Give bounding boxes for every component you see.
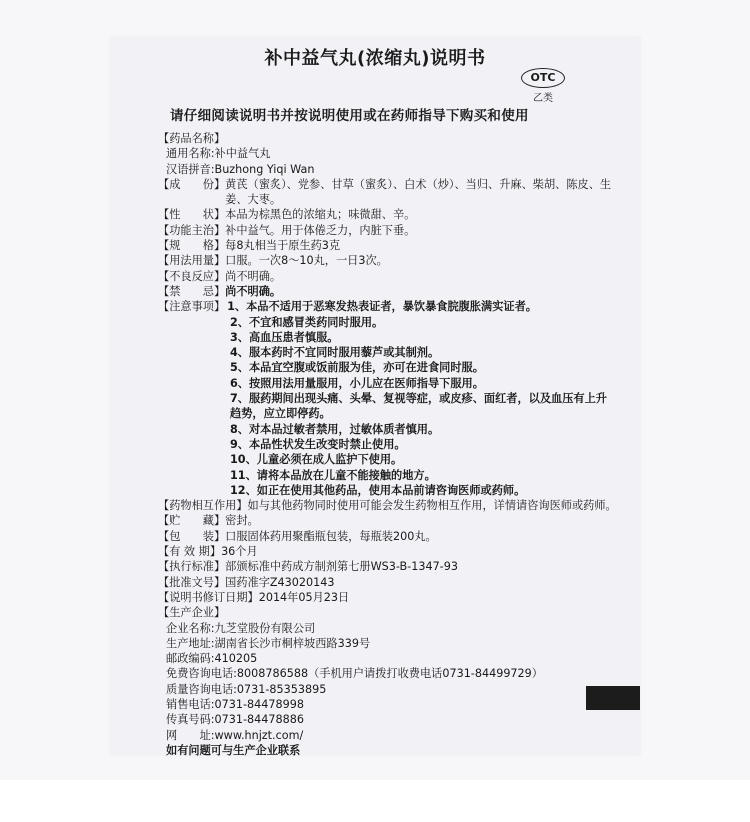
manufacturer-header: 【生产企业】 <box>158 606 226 620</box>
leaflet-body <box>158 131 618 758</box>
ingredients-row: 【成 份】 黄芪（蜜炙）、党参、甘草（蜜炙）、白术（炒）、当归、升麻、柴胡、陈皮、生姜、大枣。 <box>158 177 612 207</box>
precaution-item: 7、服药期间出现头痛、头晕、复视等症，或皮疹、面红者，以及血压有上升趋势，应立即停药。 <box>230 392 607 421</box>
company-row: 企业名称: 九芝堂股份有限公司 <box>166 621 316 635</box>
precaution-item: 10、儿童必须在成人监护下使用。 <box>230 453 403 467</box>
sales-row: 销售电话: 0731-84478998 <box>166 697 304 711</box>
fax-row: 传真号码: 0731-84478886 <box>166 713 304 727</box>
pinyin-row: 汉语拼音: Buzhong Yiqi Wan <box>166 162 315 176</box>
quality-row: 质量咨询电话: 0731-85353895 <box>166 682 327 696</box>
adverse-row: 【不良反应】 尚不明确。 <box>158 269 282 283</box>
precautions-row: 【注意事项】 1、本品不适用于恶寒发热表证者，暴饮暴食脘腹胀满实证者。 <box>158 300 537 314</box>
footer-note: 如有问题可与生产企业联系 <box>166 743 301 757</box>
otc-mark: OTC <box>521 68 565 88</box>
address-row: 生产地址: 湖南省长沙市桐梓坡西路339号 <box>166 636 371 650</box>
interaction-row: 【药物相互作用】 如与其他药物同时使用可能会发生药物相互作用，详情请咨询医师或药师。 <box>158 499 617 513</box>
otc-badge <box>520 68 566 104</box>
contra-row: 【禁 忌】 尚不明确。 <box>158 284 282 298</box>
properties-row: 【性 状】 本品为棕黑色的浓缩丸；味微甜、辛。 <box>158 208 416 222</box>
leaflet-title: 补中益气丸(浓缩丸)说明书 <box>264 48 486 69</box>
leaflet-subtitle: 请仔细阅读说明书并按说明使用或在药师指导下购买和使用 <box>170 108 529 124</box>
precaution-item: 8、对本品过敏者禁用，过敏体质者慎用。 <box>230 422 440 436</box>
redaction-block <box>586 686 640 710</box>
storage-row: 【贮 藏】 密封。 <box>158 514 259 528</box>
spec-row: 【规 格】 每8丸相当于原生药3克 <box>158 239 341 253</box>
drug-name-header: 【药品名称】 <box>158 132 226 145</box>
precaution-item: 5、本品宜空腹或饭前服为佳，亦可在进食同时服。 <box>230 361 484 375</box>
precaution-item: 3、高血压患者慎服。 <box>230 330 339 344</box>
precaution-item: 4、服本药时不宜同时服用藜芦或其制剂。 <box>230 346 440 360</box>
hotline-row: 免费咨询电话: 8008786588（手机用户请拨打收费电话0731-84499729） <box>166 667 543 681</box>
validity-row: 【有 效 期】 36个月 <box>158 545 258 559</box>
precaution-item: 2、不宜和感冒类药同时服用。 <box>230 315 384 329</box>
revision-row: 【说明书修订日期】 2014年05月23日 <box>158 590 350 604</box>
precaution-item: 12、如正在使用其他药品，使用本品前请咨询医师或药师。 <box>230 483 526 497</box>
precaution-item: 6、按照用法用量服用，小儿应在医师指导下服用。 <box>230 376 484 390</box>
generic-name-row: 通用名称: 补中益气丸 <box>166 147 271 161</box>
dosage-row: 【用法用量】 口服。一次8～10丸，一日3次。 <box>158 254 388 268</box>
precaution-item: 9、本品性状发生改变时禁止使用。 <box>230 437 406 451</box>
precaution-item: 11、请将本品放在儿童不能接触的地方。 <box>230 468 436 482</box>
indications-row: 【功能主治】 补中益气。用于体倦乏力，内脏下垂。 <box>158 223 416 237</box>
package-row: 【包 装】 口服固体药用聚酯瓶包装，每瓶装200丸。 <box>158 529 437 543</box>
otc-class: 乙类 <box>533 93 553 104</box>
standard-row: 【执行标准】 部颁标准中药成方制剂第七册WS3-B-1347-93 <box>158 560 458 574</box>
approval-row: 【批准文号】 国药准字Z43020143 <box>158 575 335 589</box>
postcode-row: 邮政编码: 410205 <box>166 652 258 666</box>
web-row: 网 址: www.hnjzt.com/ <box>166 728 304 742</box>
